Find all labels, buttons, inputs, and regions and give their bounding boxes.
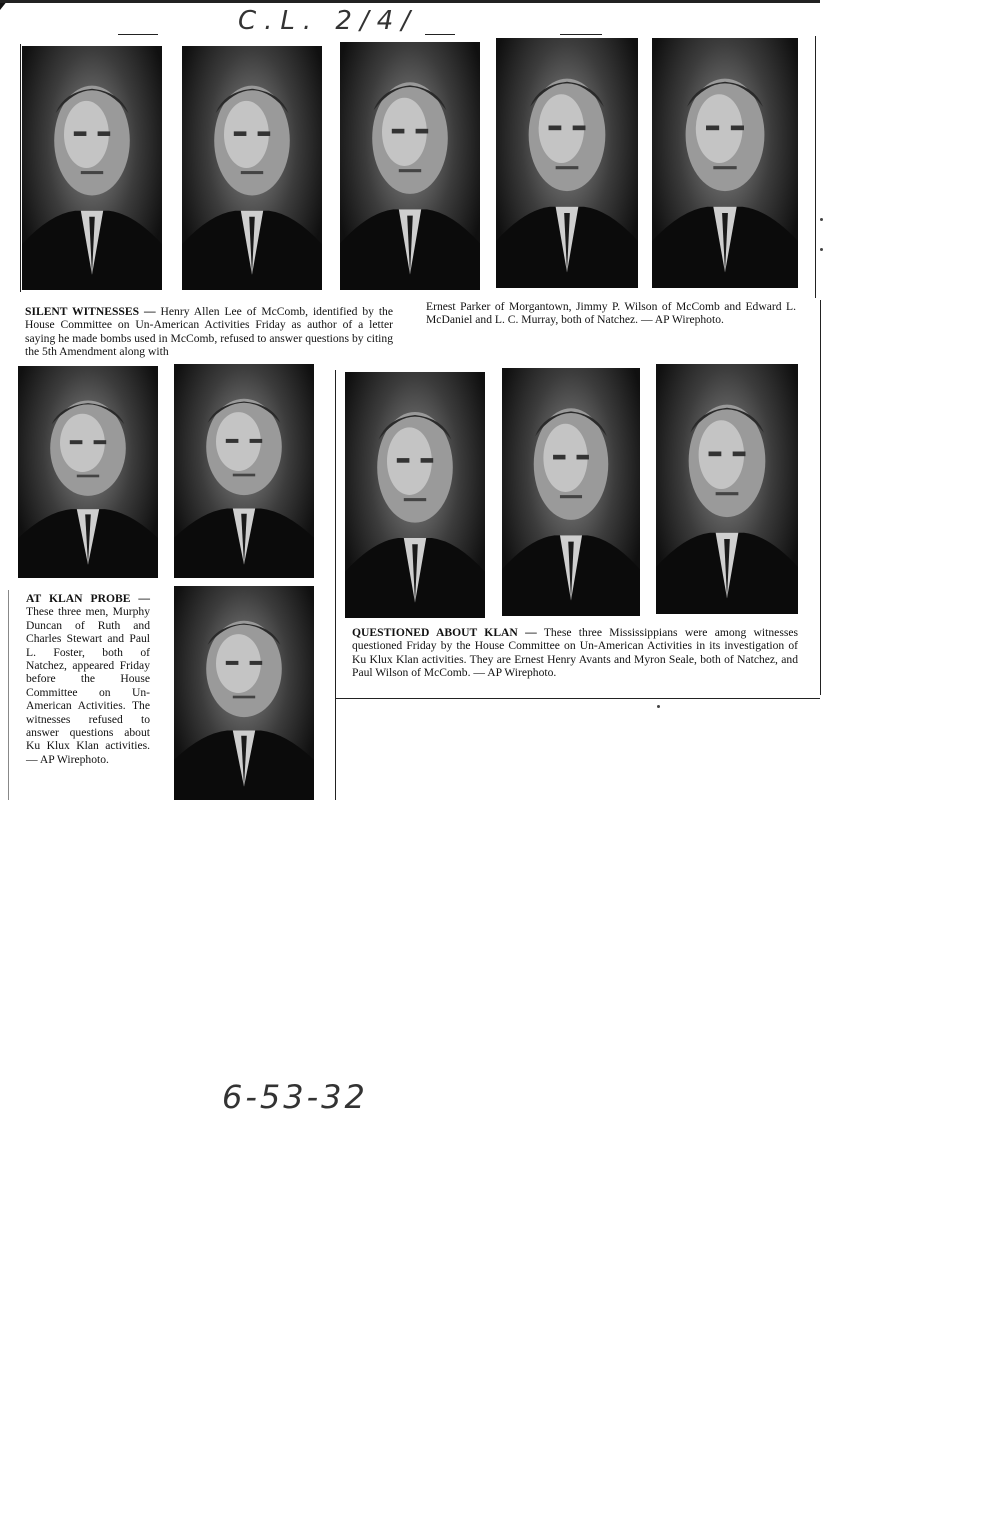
- photo-portrait: [345, 372, 485, 618]
- portrait-silhouette: [652, 38, 798, 288]
- portrait-silhouette: [174, 586, 314, 800]
- portrait-silhouette: [340, 42, 480, 290]
- top-dash-2: [560, 34, 602, 35]
- margin-rule: [8, 590, 9, 800]
- photo-portrait: [340, 42, 480, 290]
- klan-probe-caption: [26, 592, 150, 766]
- silent-witnesses-caption-left: [25, 305, 393, 359]
- caption-text: Henry Allen Lee of McComb, identified by the House Committee on Un-American Activities Friday as author of a letter saying he made bombs used in McComb, refused to answer questions by citing the 5th Amendment along with: [25, 305, 393, 359]
- caption-head: AT KLAN PROBE —: [26, 592, 150, 605]
- top-dash-1: [118, 34, 158, 35]
- silent-witnesses-caption-right: Ernest Parker of Morgantown, Jimmy P. Wilson of McComb and Edward L. McDaniel and L. C. Murray, both of Natchez. — AP Wirephoto.: [426, 300, 796, 327]
- photo-portrait: [496, 38, 638, 288]
- portrait-silhouette: [174, 364, 314, 578]
- portrait-silhouette: [345, 372, 485, 618]
- photo-portrait: [182, 46, 322, 290]
- caption-head: QUESTIONED ABOUT KLAN —: [352, 626, 537, 639]
- photo-portrait: [174, 586, 314, 800]
- speck: [820, 248, 823, 251]
- photo-portrait: [502, 368, 640, 616]
- questioned-caption: [352, 626, 798, 680]
- photo-portrait: [174, 364, 314, 578]
- photo-portrait: [652, 38, 798, 288]
- photo-portrait: [18, 366, 158, 578]
- caption-text: These three men, Murphy Duncan of Ruth and Charles Stewart and Paul L. Foster, both of Natchez, appeared Friday before the House Committee on Un-American Activities. The witnesses refused to answer questions about Ku Klux Klan activities. — AP Wirephoto.: [26, 605, 150, 766]
- portrait-silhouette: [496, 38, 638, 288]
- photo-portrait: [22, 46, 162, 290]
- speck: [657, 705, 660, 708]
- handwritten-file-number: 6-53-32: [222, 1078, 368, 1116]
- portrait-silhouette: [18, 366, 158, 578]
- handwritten-date-note: C.L. 2/4/: [238, 6, 419, 36]
- box-rule-bottom: [336, 698, 820, 699]
- caption-text: These three Mississippians were among witnesses questioned Friday by the House Committee on Un-American Activities in its investigation of Ku Klux Klan activities. They are Ernest Henry Avants and Myron Seale, both of Natchez, and Paul Wilson of McComb. — AP Wirephoto.: [352, 626, 798, 680]
- frame-rule-right-lower: [820, 300, 821, 695]
- caption-head: SILENT WITNESSES —: [25, 305, 156, 318]
- portrait-silhouette: [656, 364, 798, 614]
- photo-portrait: [656, 364, 798, 614]
- frame-rule-left: [20, 44, 21, 292]
- portrait-silhouette: [502, 368, 640, 616]
- frame-rule-right: [815, 36, 816, 298]
- column-rule: [335, 370, 336, 800]
- portrait-silhouette: [182, 46, 322, 290]
- portrait-silhouette: [22, 46, 162, 290]
- top-dash-3: [425, 34, 455, 35]
- top-border: [0, 0, 820, 3]
- speck: [820, 218, 823, 221]
